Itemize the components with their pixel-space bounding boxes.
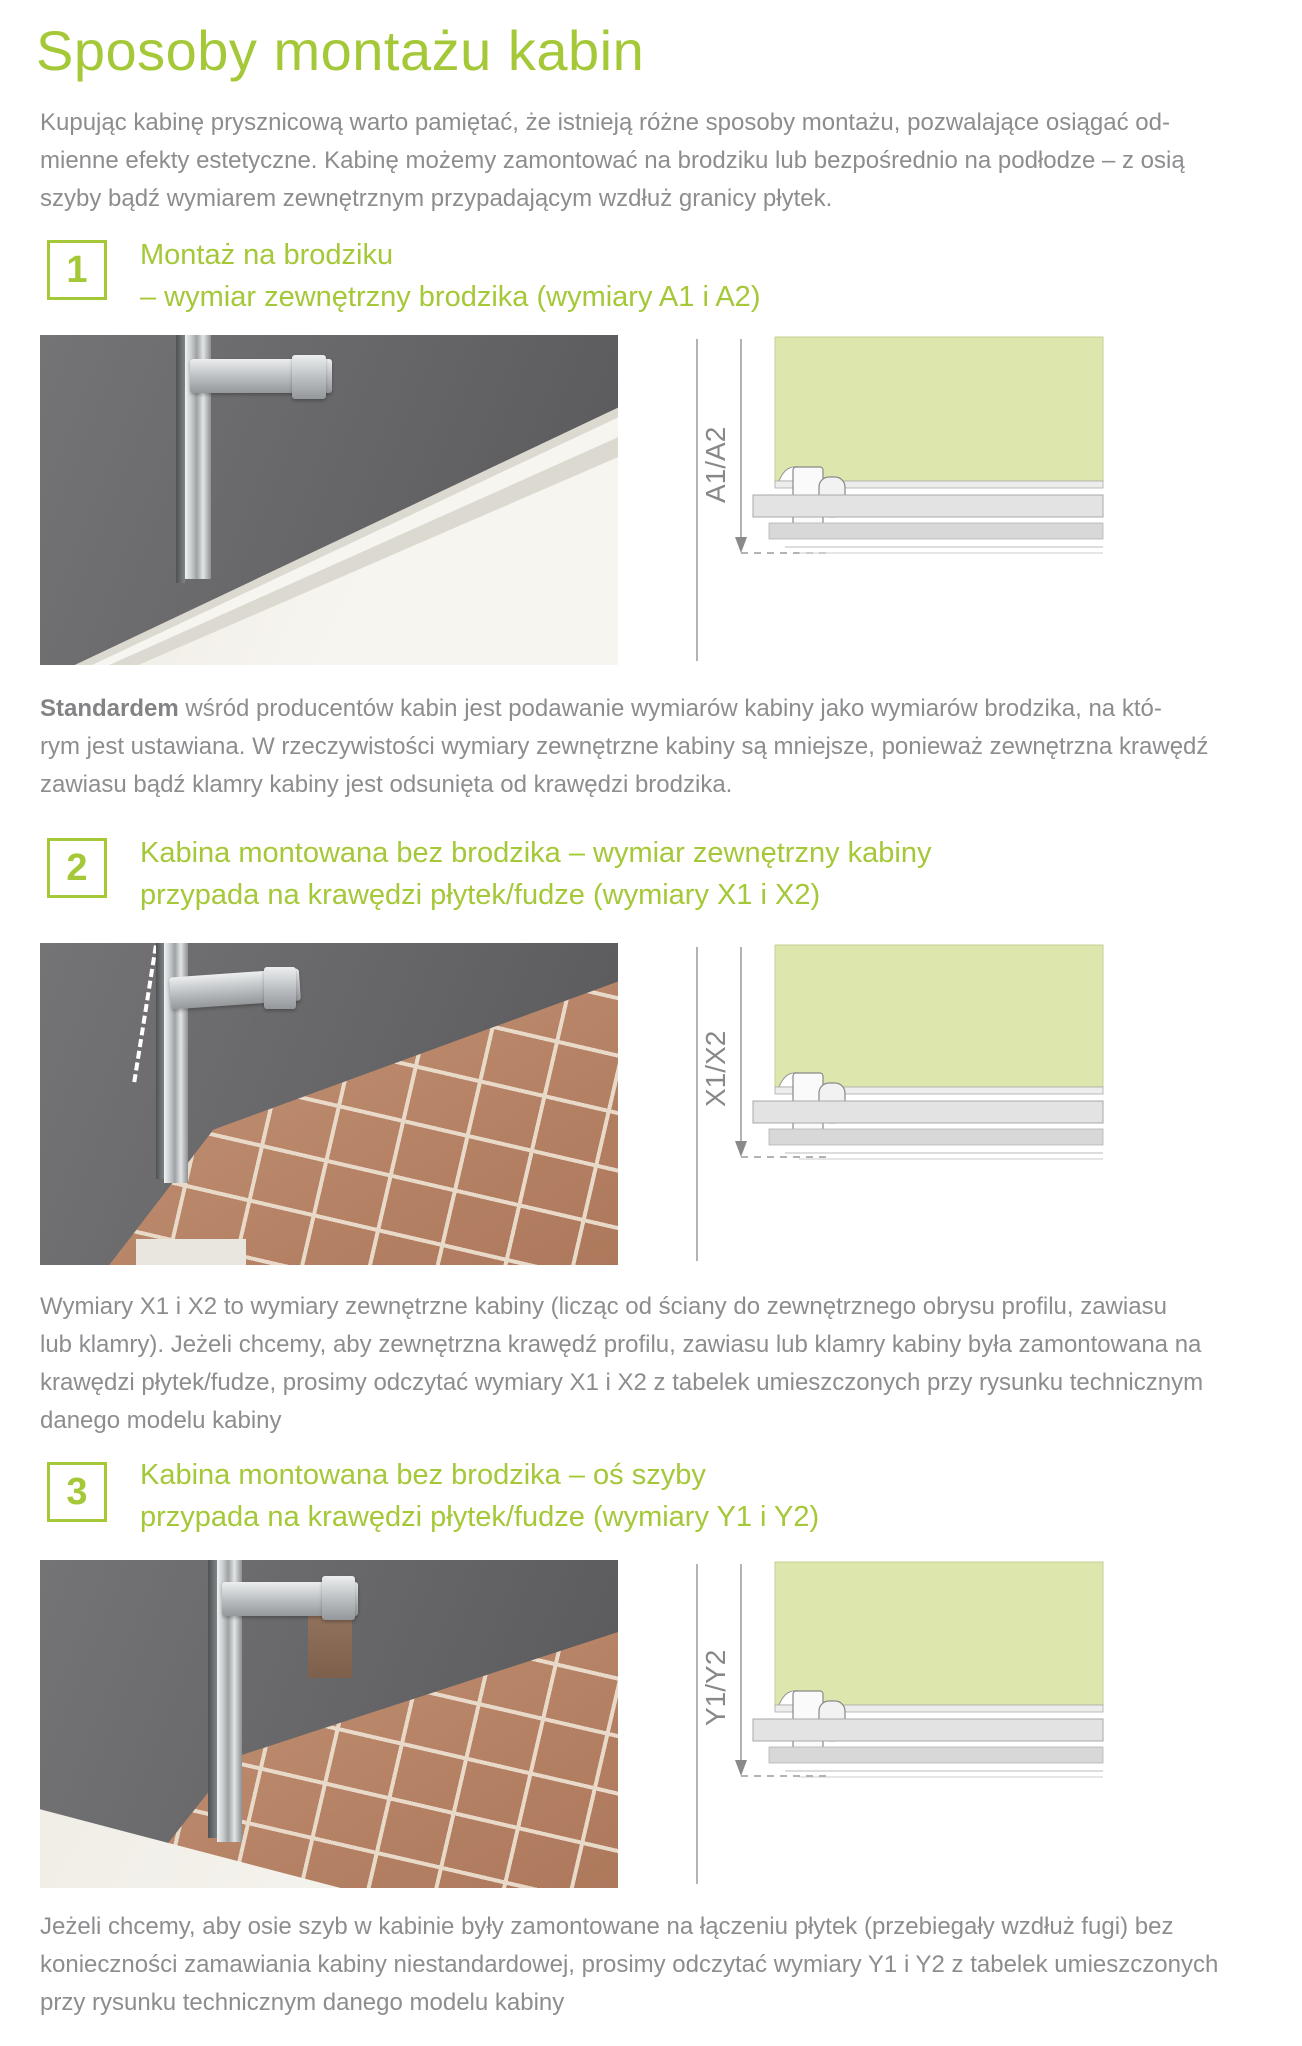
glass-panel-area xyxy=(775,337,1103,481)
intro-paragraph xyxy=(40,104,1185,218)
technical-diagram-1 xyxy=(695,335,1105,665)
note-line: rym jest ustawiana. W rzeczywistości wymiary zewnętrzne kabiny są mniejsze, ponieważ zewnętrzna krawędź xyxy=(40,733,1209,760)
photo-shower-tray-hinge xyxy=(40,335,618,665)
note-line: Jeżeli chcemy, aby osie szyb w kabinie były zamontowane na łączeniu płytek (przebiegały wzdłuż fugi) bez xyxy=(40,1913,1174,1940)
technical-diagram-svg xyxy=(695,943,1105,1265)
note-line: krawędzi płytek/fudze, prosimy odczytać wymiary X1 i X2 z tabelek umieszczonych przy rysunku technicznym xyxy=(40,1369,1204,1396)
technical-diagram-svg xyxy=(695,1560,1105,1888)
section-number-badge-3 xyxy=(47,1462,107,1522)
note-line: Wymiary X1 i X2 to wymiary zewnętrzne kabiny (licząc od ściany do zewnętrznego obrysu profilu, zawiasu xyxy=(40,1293,1167,1320)
intro-line: mienne efekty estetyczne. Kabinę możemy zamontować na brodziku lub bezpośrednio na podłodze – z osią xyxy=(40,147,1185,174)
note-line: danego modelu kabiny xyxy=(40,1407,282,1434)
floor-profile xyxy=(753,1719,1103,1741)
section-number-badge-2 xyxy=(47,838,107,898)
hinge-knob xyxy=(292,355,326,399)
heading-line: przypada na krawędzi płytek/fudze (wymiary Y1 i Y2) xyxy=(140,1501,820,1533)
dimension-label: A1/A2 xyxy=(700,426,731,503)
tile-floor xyxy=(40,943,618,1265)
page-title: Sposoby montażu kabin xyxy=(36,19,645,82)
glass-edge xyxy=(156,943,164,1179)
hinge-knob xyxy=(322,1576,355,1620)
dimension-label: Y1/Y2 xyxy=(700,1649,731,1726)
note-line: konieczności zamawiania kabiny niestandardowej, prosimy odczytać wymiary Y1 i Y2 z tabelek umieszczonych xyxy=(40,1951,1219,1978)
technical-diagram-3 xyxy=(695,1560,1105,1888)
section-number: 3 xyxy=(66,1470,88,1513)
note-line: zawiasu bądź klamry kabiny jest odsunięta od krawędzi brodzika. xyxy=(40,771,733,798)
intro-line: szyby bądź wymiarem zewnętrznym przypadającym wzdłuż granicy płytek. xyxy=(40,185,833,212)
glass-panel-area xyxy=(775,945,1103,1087)
note-bold-prefix: Standardem xyxy=(40,695,179,722)
glass-edge xyxy=(208,1560,217,1838)
section-heading-2 xyxy=(140,832,931,916)
section-heading-3 xyxy=(140,1454,819,1538)
section-heading-1 xyxy=(140,234,760,318)
heading-line: Kabina montowana bez brodzika – oś szyby xyxy=(140,1459,706,1491)
tray-rim-profile xyxy=(753,495,1103,517)
photo-tiled-floor-hinge xyxy=(40,943,618,1265)
section-number: 1 xyxy=(66,248,88,291)
heading-line: – wymiar zewnętrzny brodzika (wymiary A1 i A2) xyxy=(140,281,761,313)
floor-profile-base xyxy=(136,1239,246,1265)
glass-panel-area xyxy=(775,1562,1103,1705)
heading-line: Kabina montowana bez brodzika – wymiar zewnętrzny kabiny xyxy=(140,837,932,869)
floor-profile xyxy=(753,1101,1103,1123)
section-note-1 xyxy=(40,690,1208,804)
heading-line: przypada na krawędzi płytek/fudze (wymiary X1 i X2) xyxy=(140,879,821,911)
hinge-knob xyxy=(264,967,296,1009)
note-line: Standardem wśród producentów kabin jest podawanie wymiarów kabiny jako wymiarów brodzika, na któ- xyxy=(40,695,1162,722)
section-note-2 xyxy=(40,1288,1203,1440)
dimension-label: X1/X2 xyxy=(700,1030,731,1107)
photo-tiles-and-tray-hinge xyxy=(40,1560,618,1888)
technical-diagram-svg xyxy=(695,335,1105,665)
technical-diagram-2 xyxy=(695,943,1105,1265)
note-line: lub klamry). Jeżeli chcemy, aby zewnętrzna krawędź profilu, zawiasu lub klamry kabiny była zamontowana na xyxy=(40,1331,1202,1358)
glass-edge xyxy=(176,335,185,583)
section-number-badge-1 xyxy=(47,240,107,300)
note-line: przy rysunku technicznym danego modelu kabiny xyxy=(40,1989,565,2016)
section-note-3 xyxy=(40,1908,1218,2022)
section-number: 2 xyxy=(66,846,88,889)
heading-line: Montaż na brodziku xyxy=(140,239,394,271)
intro-line: Kupując kabinę prysznicową warto pamiętać, że istnieją różne sposoby montażu, pozwalające osiągać od- xyxy=(40,109,1170,136)
